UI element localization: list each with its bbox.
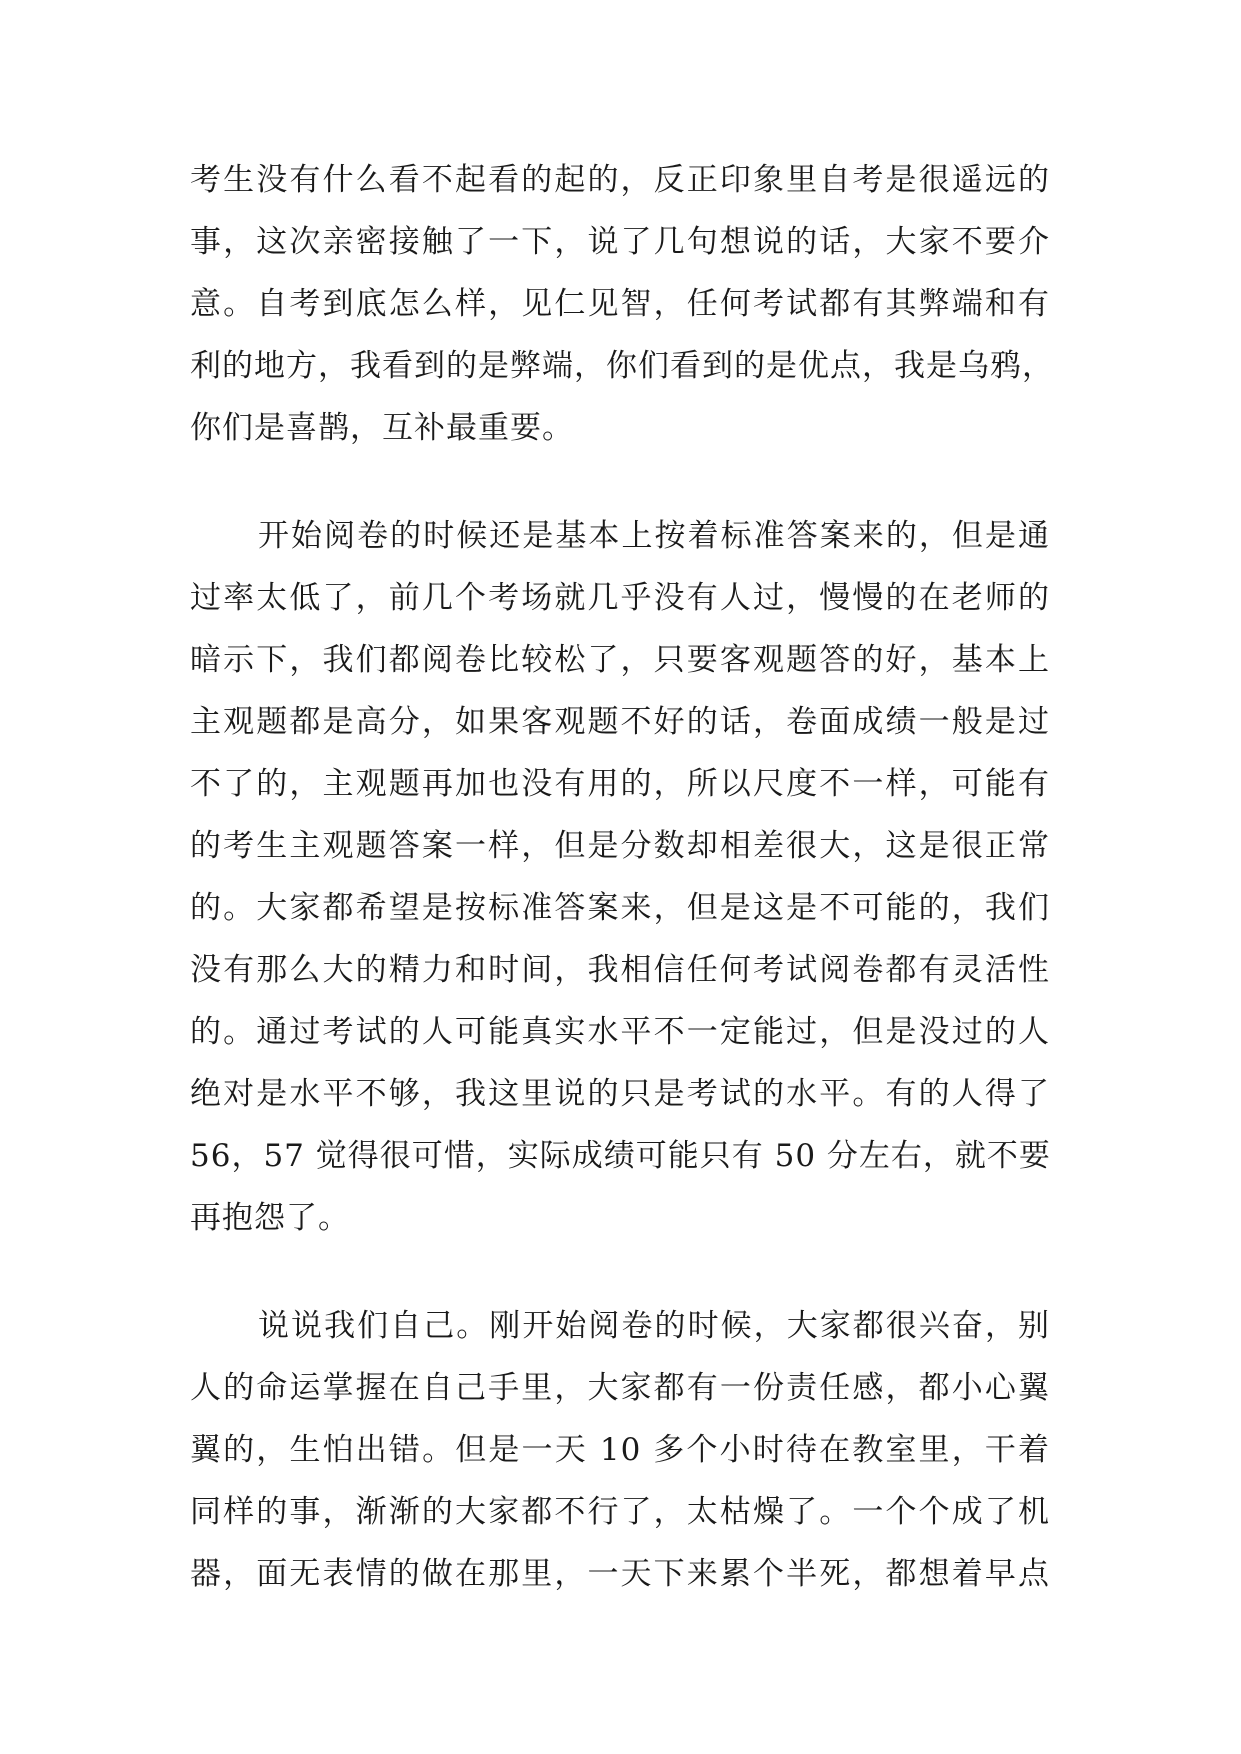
paragraph-line: 的。通过考试的人可能真实水平不一定能过，但是没过的人	[190, 1014, 1050, 1050]
paragraph-line: 意。自考到底怎么样，见仁见智，任何考试都有其弊端和有	[190, 286, 1050, 322]
paragraph-line: 你们是喜鹊，互补最重要。	[190, 410, 574, 446]
paragraph-line: 事，这次亲密接触了一下，说了几句想说的话，大家不要介	[190, 224, 1050, 260]
paragraph-line: 考生没有什么看不起看的起的，反正印象里自考是很遥远的	[190, 162, 1050, 198]
paragraph-line: 人的命运掌握在自己手里，大家都有一份责任感，都小心翼	[190, 1370, 1050, 1406]
paragraph-line: 不了的，主观题再加也没有用的，所以尺度不一样，可能有	[190, 766, 1050, 802]
paragraph-line: 绝对是水平不够，我这里说的只是考试的水平。有的人得了	[190, 1076, 1050, 1112]
paragraph-line: 暗示下，我们都阅卷比较松了，只要客观题答的好，基本上	[190, 642, 1050, 678]
paragraph-line: 再抱怨了。	[190, 1200, 350, 1236]
paragraph-line: 没有那么大的精力和时间，我相信任何考试阅卷都有灵活性	[190, 952, 1050, 988]
paragraph-line: 同样的事，渐渐的大家都不行了，太枯燥了。一个个成了机	[190, 1494, 1050, 1530]
paragraph-line: 翼的，生怕出错。但是一天 10 多个小时待在教室里，干着	[190, 1432, 1050, 1468]
paragraph-line: 器，面无表情的做在那里，一天下来累个半死，都想着早点	[190, 1556, 1050, 1592]
paragraph-line: 开始阅卷的时候还是基本上按着标准答案来的，但是通	[258, 518, 1050, 554]
paragraph-line: 说说我们自己。刚开始阅卷的时候，大家都很兴奋，别	[258, 1308, 1050, 1344]
paragraph-line: 56，57 觉得很可惜，实际成绩可能只有 50 分左右，就不要	[190, 1138, 1051, 1174]
paragraph-line: 过率太低了，前几个考场就几乎没有人过，慢慢的在老师的	[190, 580, 1050, 616]
paragraph-line: 主观题都是高分，如果客观题不好的话，卷面成绩一般是过	[190, 704, 1050, 740]
paragraph-line: 的。大家都希望是按标准答案来，但是这是不可能的，我们	[190, 890, 1050, 926]
paragraph-line: 利的地方，我看到的是弊端，你们看到的是优点，我是乌鸦，	[190, 348, 1054, 384]
paragraph-line: 的考生主观题答案一样，但是分数却相差很大，这是很正常	[190, 828, 1050, 864]
